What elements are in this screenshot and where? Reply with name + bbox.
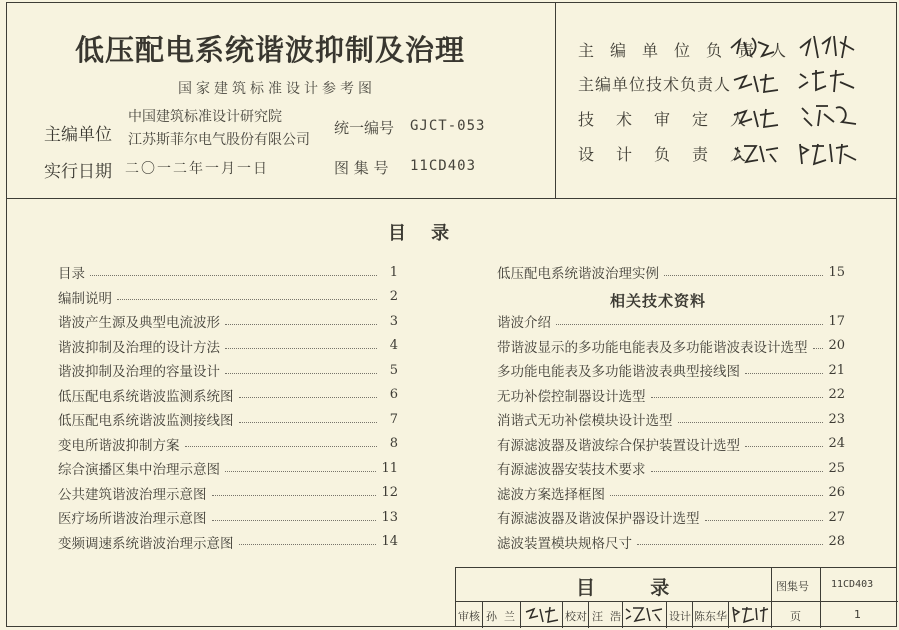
signature-1b xyxy=(796,30,858,62)
toc-entry-page: 24 xyxy=(828,436,845,451)
role-chief-unit: 主编单位负责人 xyxy=(578,41,803,60)
reviewer-name: 孙 兰 xyxy=(486,610,515,623)
title-block-rule xyxy=(771,568,772,628)
toc-leader-dots xyxy=(239,422,378,423)
toc-leader-dots xyxy=(90,275,377,276)
toc-entry-title: 消谐式无功补偿模块设计选型 xyxy=(497,413,673,429)
toc-entry-page: 27 xyxy=(828,509,845,525)
toc-entry-page: 3 xyxy=(389,313,398,329)
effective-date: 二〇一二年一月一日 xyxy=(125,161,269,177)
toc-entry[interactable] xyxy=(58,336,398,356)
page-no: 1 xyxy=(854,608,861,621)
toc-entry[interactable] xyxy=(58,360,398,380)
toc-leader-dots xyxy=(813,348,824,349)
toc-leader-dots xyxy=(637,544,823,545)
toc-entry-right-first[interactable] xyxy=(497,262,845,282)
atlas-subtitle: 国家建筑标准设计参考图 xyxy=(178,81,376,97)
title-block-name: 目 录 xyxy=(576,577,684,599)
toc-entry-page: 5 xyxy=(389,362,398,378)
toc-leader-dots xyxy=(745,373,823,374)
toc-entry-page: 26 xyxy=(828,485,845,500)
atlas-no-label: 图 集 号 xyxy=(334,159,389,177)
toc-entry[interactable] xyxy=(58,507,398,527)
toc-entry-page: 15 xyxy=(828,264,845,280)
title-block-rule xyxy=(692,601,693,628)
effective-date-label: 实行日期 xyxy=(44,162,112,182)
toc-leader-dots xyxy=(225,324,377,325)
toc-entry-title: 滤波方案选择框图 xyxy=(497,486,605,503)
signature-2b xyxy=(796,66,858,96)
toc-entry-page: 14 xyxy=(381,534,398,549)
atlas-no: 11CD403 xyxy=(410,158,477,174)
toc-entry-title: 谐波介绍 xyxy=(497,315,551,331)
toc-leader-dots xyxy=(225,373,377,374)
toc-leader-dots xyxy=(610,495,823,496)
toc-entry[interactable] xyxy=(58,409,398,429)
toc-entry-title: 变频调速系统谐波治理示意图 xyxy=(58,535,234,552)
toc-entry[interactable] xyxy=(58,434,398,454)
signature-2a xyxy=(732,70,782,96)
design-label: 设计 xyxy=(669,610,691,623)
toc-leader-dots xyxy=(239,544,377,545)
toc-entry[interactable] xyxy=(58,483,398,503)
toc-entry-page: 17 xyxy=(828,313,845,329)
role-technical-approver: 技术审定人 xyxy=(578,110,769,129)
toc-entry-title: 有源滤波器安装技术要求 xyxy=(497,462,646,478)
toc-entry[interactable] xyxy=(497,458,845,478)
page-label: 页 xyxy=(790,610,801,623)
signature-4a xyxy=(732,140,782,166)
role-design-lead: 设计负责人 xyxy=(578,145,769,164)
toc-leader-dots xyxy=(117,299,377,300)
designer-signature xyxy=(730,603,770,625)
toc-leader-dots xyxy=(239,397,378,398)
toc-entry-title: 谐波产生源及典型电流波形 xyxy=(58,315,220,331)
toc-title: 目 录 xyxy=(388,223,450,244)
toc-entry-title: 有源滤波器及谐波保护器设计选型 xyxy=(497,511,700,527)
title-block-rule xyxy=(820,568,821,628)
toc-entry-title: 带谐波显示的多功能电能表及多功能谐波表设计选型 xyxy=(497,339,808,356)
toc-entry[interactable] xyxy=(58,311,398,331)
toc-entry-title: 公共建筑谐波治理示意图 xyxy=(58,486,207,503)
toc-entry-page: 12 xyxy=(381,485,398,500)
title-block-rule xyxy=(482,601,483,628)
toc-leader-dots xyxy=(556,324,823,325)
role-tech-lead: 主编单位技术负责人 xyxy=(578,75,732,94)
toc-entry-title: 低压配电系统谐波监测接线图 xyxy=(58,413,234,429)
signature-4b xyxy=(796,138,860,168)
title-block xyxy=(455,567,897,627)
toc-entry[interactable] xyxy=(497,483,845,503)
toc-entry[interactable] xyxy=(497,311,845,331)
title-block-divider xyxy=(456,601,898,602)
title-block-rule xyxy=(562,601,563,628)
toc-leader-dots xyxy=(678,422,824,423)
toc-entry-title: 有源滤波器及谐波综合保护装置设计选型 xyxy=(497,437,740,454)
header-divider xyxy=(6,198,897,199)
toc-entry-page: 21 xyxy=(828,362,845,378)
toc-leader-dots xyxy=(225,471,376,472)
toc-leader-dots xyxy=(745,446,823,447)
title-block-atlas-no: 11CD403 xyxy=(831,579,874,590)
editor-unit-2: 江苏斯菲尔电气股份有限公司 xyxy=(128,132,310,148)
toc-entry-page: 8 xyxy=(389,436,398,451)
toc-entry-title: 编制说明 xyxy=(58,290,112,307)
toc-entry-page: 20 xyxy=(828,338,845,353)
designer-name: 陈东华 xyxy=(694,610,727,623)
toc-entry[interactable] xyxy=(58,385,398,405)
toc-entry[interactable] xyxy=(497,360,845,380)
toc-entry-title: 无功补偿控制器设计选型 xyxy=(497,388,646,405)
title-block-atlas-label: 图集号 xyxy=(776,580,809,593)
toc-entry-title: 谐波抑制及治理的设计方法 xyxy=(58,339,220,356)
toc-entry[interactable] xyxy=(497,507,845,527)
toc-leader-dots xyxy=(651,397,824,398)
unified-no: GJCT-053 xyxy=(410,118,486,134)
signature-3b xyxy=(798,100,860,132)
toc-entry-title: 综合演播区集中治理示意图 xyxy=(58,462,220,478)
toc-entry-title: 滤波装置模块规格尺寸 xyxy=(497,535,632,552)
editor-unit-1: 中国建筑标准设计研究院 xyxy=(128,109,282,125)
toc-entry-title: 变电所谐波抑制方案 xyxy=(58,437,180,454)
toc-entry-page: 6 xyxy=(389,387,398,402)
toc-entry-title: 低压配电系统谐波治理实例 xyxy=(497,266,659,282)
toc-entry-title: 多功能电能表及多功能谐波表典型接线图 xyxy=(497,364,740,380)
toc-entry-page: 25 xyxy=(828,460,845,476)
title-block-rule xyxy=(666,601,667,628)
toc-leader-dots xyxy=(651,471,824,472)
reviewer-signature xyxy=(524,604,560,626)
checker-signature xyxy=(624,603,664,625)
toc-entry[interactable] xyxy=(58,458,398,478)
toc-entry-title: 谐波抑制及治理的容量设计 xyxy=(58,364,220,380)
atlas-title: 低压配电系统谐波抑制及治理 xyxy=(75,33,466,67)
title-block-rule xyxy=(588,601,589,628)
toc-entry-page: 28 xyxy=(828,534,845,549)
unified-no-label: 统一编号 xyxy=(334,119,395,137)
signature-3a xyxy=(732,105,782,131)
toc-entry[interactable] xyxy=(497,385,845,405)
checker-name: 汪 浩 xyxy=(592,610,621,623)
check-label: 校对 xyxy=(565,610,587,623)
toc-entry[interactable] xyxy=(497,336,845,356)
title-block-rule xyxy=(728,601,729,628)
toc-entry-title: 目录 xyxy=(58,266,85,282)
toc-entry-page: 13 xyxy=(381,509,398,525)
toc-entry-page: 1 xyxy=(389,264,398,280)
toc-leader-dots xyxy=(212,495,377,496)
toc-entry-title: 低压配电系统谐波监测系统图 xyxy=(58,388,234,405)
toc-entry-page: 4 xyxy=(389,338,398,353)
toc-entry[interactable] xyxy=(58,532,398,552)
review-label: 审核 xyxy=(458,610,480,623)
header-vertical-divider xyxy=(555,2,556,198)
toc-leader-dots xyxy=(664,275,823,276)
toc-leader-dots xyxy=(225,348,377,349)
toc-entry-page: 23 xyxy=(828,411,845,427)
toc-entry-page: 7 xyxy=(389,411,398,427)
editor-unit-label: 主编单位 xyxy=(44,125,112,145)
title-block-rule xyxy=(520,601,521,628)
toc-leader-dots xyxy=(705,520,824,521)
toc-leader-dots xyxy=(185,446,378,447)
toc-entry[interactable] xyxy=(58,287,398,307)
toc-entry-page: 22 xyxy=(828,387,845,402)
toc-entry[interactable] xyxy=(497,409,845,429)
toc-entry[interactable] xyxy=(497,434,845,454)
toc-entry[interactable] xyxy=(497,532,845,552)
toc-leader-dots xyxy=(212,520,377,521)
signature-1a xyxy=(728,34,778,60)
toc-entry-page: 2 xyxy=(389,289,398,304)
title-block-rule xyxy=(622,601,623,628)
related-materials-heading: 相关技术资料 xyxy=(610,292,707,310)
toc-entry-page: 11 xyxy=(381,460,398,476)
toc-entry[interactable] xyxy=(58,262,398,282)
toc-entry-title: 医疗场所谐波治理示意图 xyxy=(58,511,207,527)
